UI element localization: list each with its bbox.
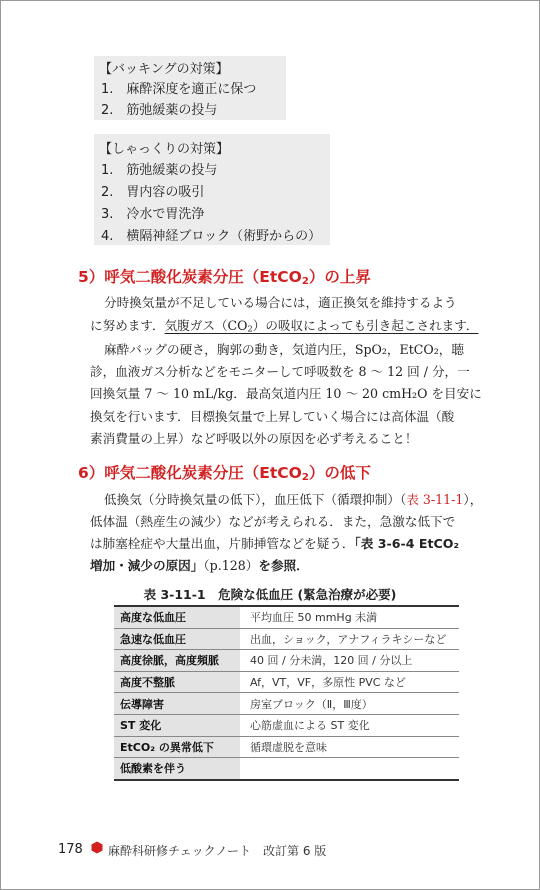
section6-line-4: 増加・減少の原因」（p.128）を参照． bbox=[90, 558, 309, 573]
section5-line-2: に努めます．気腹ガス$(CO_2)$の吸収によっても引き起こされます． bbox=[90, 318, 479, 334]
row-value: 房室ブロック（Ⅱ，Ⅲ度） bbox=[240, 693, 459, 715]
hexagon-icon bbox=[91, 841, 103, 857]
section5-line-7: 素消費量の上昇）など呼吸以外の原因を必ず考えること！ bbox=[90, 431, 418, 446]
table-row bbox=[114, 628, 459, 650]
section5-line-4: 診，血液ガス分析などをモニターして呼吸数を 8 ～ 12 回 / 分，一 bbox=[90, 364, 470, 379]
table-row bbox=[114, 671, 459, 693]
row-value: 出血，ショック，アナフィラキシーなど bbox=[240, 628, 459, 650]
row-value: 循環虚脱を意味 bbox=[240, 736, 459, 758]
table-caption: 表 3-11-1 危険な低血圧 (緊急治療が必要) bbox=[143, 587, 397, 602]
row-value bbox=[240, 758, 459, 780]
section5-line-5: 回換気量 7 ～ 10 mL/kg．最高気道内圧 10 ～ 20 cmH₂O を目安に bbox=[90, 386, 482, 401]
row-header: 高度不整脈 bbox=[114, 671, 240, 693]
table-row bbox=[114, 693, 459, 715]
section5-line-1: 分時換気量が不足している場合には，適正換気を維持するよう bbox=[104, 295, 457, 310]
row-value: 平均血圧 50 mmHg 未満 bbox=[240, 606, 459, 628]
hiccup-title: 【しゃっくりの対策】 bbox=[99, 142, 230, 157]
row-header: ST 変化 bbox=[114, 714, 240, 736]
row-header: 低酸素を伴う bbox=[114, 758, 240, 780]
row-header: 急速な低血圧 bbox=[114, 628, 240, 650]
hiccup-item-4: 4. 横隔神経ブロック（術野からの） bbox=[101, 229, 322, 244]
row-value: 心筋虚血による ST 変化 bbox=[240, 714, 459, 736]
table-row bbox=[114, 606, 459, 628]
book-title: 麻酔科研修チェックノート 改訂第 6 版 bbox=[108, 844, 327, 858]
row-value: Af，VT，VF，多原性 PVC など bbox=[240, 671, 459, 693]
row-header: 高度徐脈，高度頻脈 bbox=[114, 650, 240, 672]
table-row bbox=[114, 736, 459, 758]
bucking-item-1: 1. 麻酔深度を適正に保つ bbox=[101, 82, 257, 97]
section6-line-2: 低体温（熱産生の減少）などが考えられる．また，急激な低下で bbox=[90, 514, 456, 529]
section5-line-6: 換気を行います．目標換気量で上昇していく場合には高体温（酸 bbox=[90, 409, 455, 424]
page-number: 178 bbox=[58, 842, 83, 857]
bucking-title: 【バッキングの対策】 bbox=[99, 62, 229, 77]
row-value: 40 回 / 分未満，120 回 / 分以上 bbox=[240, 650, 459, 672]
hiccup-item-1: 1. 筋弛緩薬の投与 bbox=[101, 163, 218, 178]
section5-heading: 5）呼気二酸化炭素分圧（EtCO$_2$）の上昇 bbox=[78, 268, 371, 287]
bucking-item-2: 2. 筋弛緩薬の投与 bbox=[101, 103, 218, 118]
table-row bbox=[114, 714, 459, 736]
row-header: 伝導障害 bbox=[114, 693, 240, 715]
row-header: 高度な低血圧 bbox=[114, 606, 240, 628]
table-row bbox=[114, 758, 459, 780]
row-header: EtCO₂ の異常低下 bbox=[114, 736, 240, 758]
section6-heading: 6）呼気二酸化炭素分圧（EtCO$_2$）の低下 bbox=[78, 464, 371, 483]
hiccup-item-3: 3. 冷水で胃洗浄 bbox=[101, 207, 205, 222]
table-row bbox=[114, 650, 459, 672]
section5-line-3: 麻酔バッグの硬さ，胸郭の動き，気道内圧，SpO₂，EtCO₂，聴 bbox=[104, 342, 464, 357]
hypotension-table bbox=[114, 605, 459, 781]
hiccup-item-2: 2. 胃内容の吸引 bbox=[101, 185, 205, 200]
table-ref-link[interactable]: 表 3-11-1 bbox=[406, 492, 464, 507]
section6-line-3: は肺塞栓症や大量出血，片肺挿管などを疑う．「表 3-6-4 EtCO₂ bbox=[90, 536, 459, 551]
section6-line-1: 低換気（分時換気量の低下），血圧低下（循環抑制）（表 3-11-1）， bbox=[104, 492, 483, 507]
